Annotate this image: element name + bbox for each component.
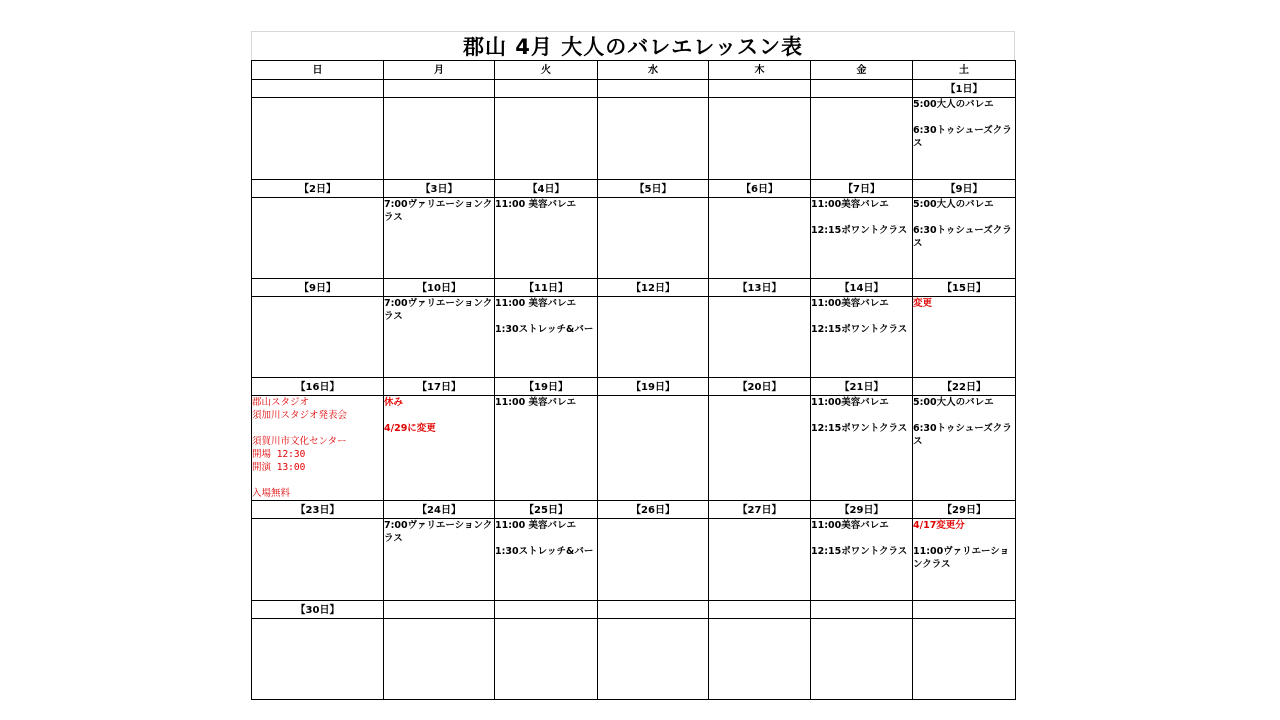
lesson-entry: 11:00美容バレエ (811, 298, 889, 309)
date-cell: 【15日】 (913, 279, 1016, 297)
date-cell (384, 80, 495, 98)
lesson-cell (913, 198, 1016, 279)
lesson-entry: 1:30ストレッチ&バー (495, 324, 594, 335)
date-cell (811, 80, 913, 98)
weekday-header: 木 (709, 61, 811, 80)
lesson-cell (811, 98, 913, 180)
lesson-entry: 6:30トゥシューズクラス (913, 423, 1012, 447)
date-cell: 【27日】 (709, 501, 811, 519)
lesson-entry: 郡山スタジオ (252, 397, 310, 408)
lesson-entry: 7:00ヴァリエーションクラス (384, 298, 493, 322)
lesson-entry: 12:15ポワントクラス (811, 225, 908, 236)
lesson-entry: 須賀川市文化センター (252, 436, 347, 447)
date-row (252, 601, 1016, 619)
lesson-cell (598, 619, 709, 700)
lesson-cell (913, 396, 1016, 501)
lesson-cell (495, 98, 598, 180)
spacer (811, 409, 912, 422)
spacer (252, 422, 383, 435)
date-row (252, 279, 1016, 297)
spacer (913, 211, 1015, 224)
lesson-entry: 12:15ポワントクラス (811, 423, 908, 434)
date-cell: 【22日】 (913, 378, 1016, 396)
date-row (252, 80, 1016, 98)
lesson-entry: 6:30トゥシューズクラス (913, 225, 1012, 249)
lesson-cell (598, 297, 709, 378)
spacer (495, 310, 597, 323)
lesson-entry: 11:00 美容バレエ (495, 199, 577, 210)
date-cell (709, 80, 811, 98)
lesson-row (252, 519, 1016, 601)
date-cell: 【29日】 (913, 501, 1016, 519)
lesson-cell (811, 396, 913, 501)
date-cell (913, 601, 1016, 619)
lesson-cell (384, 98, 495, 180)
weekday-header: 水 (598, 61, 709, 80)
lesson-entry: 11:00 美容バレエ (495, 298, 577, 309)
date-cell (252, 80, 384, 98)
date-cell: 【21日】 (811, 378, 913, 396)
lesson-cell (913, 619, 1016, 700)
date-row (252, 180, 1016, 198)
date-cell (495, 80, 598, 98)
date-cell: 【13日】 (709, 279, 811, 297)
spacer (913, 111, 1015, 124)
lesson-row (252, 198, 1016, 279)
lesson-entry: 5:00大人のバレエ (913, 99, 994, 110)
date-cell: 【19日】 (598, 378, 709, 396)
spacer (811, 310, 912, 323)
weekday-header: 月 (384, 61, 495, 80)
lesson-cell (709, 396, 811, 501)
lesson-entry: 12:15ポワントクラス (811, 324, 908, 335)
lesson-cell (811, 198, 913, 279)
spacer (252, 474, 383, 487)
date-cell: 【1日】 (913, 80, 1016, 98)
lesson-cell (252, 198, 384, 279)
lesson-entry: 4/17変更分 (913, 520, 965, 531)
lesson-cell (384, 396, 495, 501)
date-cell: 【9日】 (252, 279, 384, 297)
lesson-entry: 11:00 美容バレエ (495, 397, 577, 408)
date-cell: 【7日】 (811, 180, 913, 198)
lesson-cell (913, 519, 1016, 601)
lesson-cell (709, 198, 811, 279)
lesson-cell (598, 396, 709, 501)
lesson-cell (495, 619, 598, 700)
date-cell: 【12日】 (598, 279, 709, 297)
lesson-cell (495, 396, 598, 501)
date-cell: 【9日】 (913, 180, 1016, 198)
date-cell: 【3日】 (384, 180, 495, 198)
date-cell: 【25日】 (495, 501, 598, 519)
schedule-sheet (251, 31, 1015, 699)
lesson-cell (709, 98, 811, 180)
lesson-entry: 7:00ヴァリエーションクラス (384, 199, 493, 223)
lesson-cell (709, 619, 811, 700)
lesson-entry: 入場無料 (252, 488, 291, 499)
lesson-entry: 4/29に変更 (384, 423, 436, 434)
date-cell (709, 601, 811, 619)
date-cell: 【11日】 (495, 279, 598, 297)
date-cell: 【24日】 (384, 501, 495, 519)
date-cell: 【23日】 (252, 501, 384, 519)
lesson-row (252, 619, 1016, 700)
lesson-cell (709, 519, 811, 601)
date-row (252, 378, 1016, 396)
lesson-cell (913, 297, 1016, 378)
lesson-entry: 11:00美容バレエ (811, 199, 889, 210)
lesson-cell (252, 98, 384, 180)
lesson-entry: 11:00美容バレエ (811, 520, 889, 531)
lesson-cell (811, 519, 913, 601)
lesson-cell (384, 198, 495, 279)
spacer (811, 532, 912, 545)
lesson-cell (495, 519, 598, 601)
lesson-entry: 11:00 美容バレエ (495, 520, 577, 531)
lesson-entry: 須加川スタジオ発表会 (252, 410, 348, 421)
lesson-cell (384, 619, 495, 700)
lesson-entry: 5:00大人のバレエ (913, 397, 994, 408)
lesson-entry: 7:00ヴァリエーションクラス (384, 520, 493, 544)
lesson-row (252, 396, 1016, 501)
lesson-cell (598, 198, 709, 279)
date-cell: 【29日】 (811, 501, 913, 519)
lesson-entry: 11:00美容バレエ (811, 397, 889, 408)
lesson-entry: 開演 13:00 (252, 462, 306, 473)
date-cell: 【30日】 (252, 601, 384, 619)
lesson-cell (495, 297, 598, 378)
lesson-cell (913, 98, 1016, 180)
lesson-entry: 休み (384, 397, 404, 408)
lesson-entry: 変更 (913, 298, 933, 309)
lesson-cell (252, 396, 384, 501)
lesson-cell (384, 519, 495, 601)
date-cell: 【20日】 (709, 378, 811, 396)
lesson-entry: 5:00大人のバレエ (913, 199, 994, 210)
lesson-entry: 11:00ヴァリエーションクラス (913, 546, 1010, 570)
date-cell: 【17日】 (384, 378, 495, 396)
date-cell (598, 601, 709, 619)
lesson-row (252, 297, 1016, 378)
lesson-entry: 1:30ストレッチ&バー (495, 546, 594, 557)
lesson-cell (495, 198, 598, 279)
lesson-cell (252, 297, 384, 378)
lesson-entry: 6:30トゥシューズクラス (913, 125, 1012, 149)
date-cell: 【6日】 (709, 180, 811, 198)
lesson-entry: 12:15ポワントクラス (811, 546, 908, 557)
spacer (495, 532, 597, 545)
lesson-cell (811, 619, 913, 700)
weekday-header: 日 (252, 61, 384, 80)
date-cell (811, 601, 913, 619)
date-cell: 【26日】 (598, 501, 709, 519)
lesson-cell (598, 98, 709, 180)
date-cell: 【16日】 (252, 378, 384, 396)
lesson-entry: 開場 12:30 (252, 449, 306, 460)
weekday-header: 火 (495, 61, 598, 80)
spacer (913, 409, 1015, 422)
date-cell (384, 601, 495, 619)
weekday-header: 土 (913, 61, 1016, 80)
date-cell: 【10日】 (384, 279, 495, 297)
date-row (252, 501, 1016, 519)
lesson-cell (811, 297, 913, 378)
spacer (811, 211, 912, 224)
date-cell: 【2日】 (252, 180, 384, 198)
spacer (913, 532, 1015, 545)
date-cell: 【19日】 (495, 378, 598, 396)
lesson-cell (598, 519, 709, 601)
lesson-cell (709, 297, 811, 378)
weekday-header: 金 (811, 61, 913, 80)
lesson-row (252, 98, 1016, 180)
lesson-cell (252, 519, 384, 601)
date-cell: 【5日】 (598, 180, 709, 198)
spacer (384, 409, 494, 422)
date-cell: 【14日】 (811, 279, 913, 297)
date-cell (495, 601, 598, 619)
date-cell (598, 80, 709, 98)
schedule-title: 郡山 4月 大人のバレエレッスン表 (251, 31, 1015, 60)
weekday-header-row (252, 61, 1016, 80)
date-cell: 【4日】 (495, 180, 598, 198)
lesson-cell (252, 619, 384, 700)
calendar-table (251, 60, 1016, 700)
lesson-cell (384, 297, 495, 378)
